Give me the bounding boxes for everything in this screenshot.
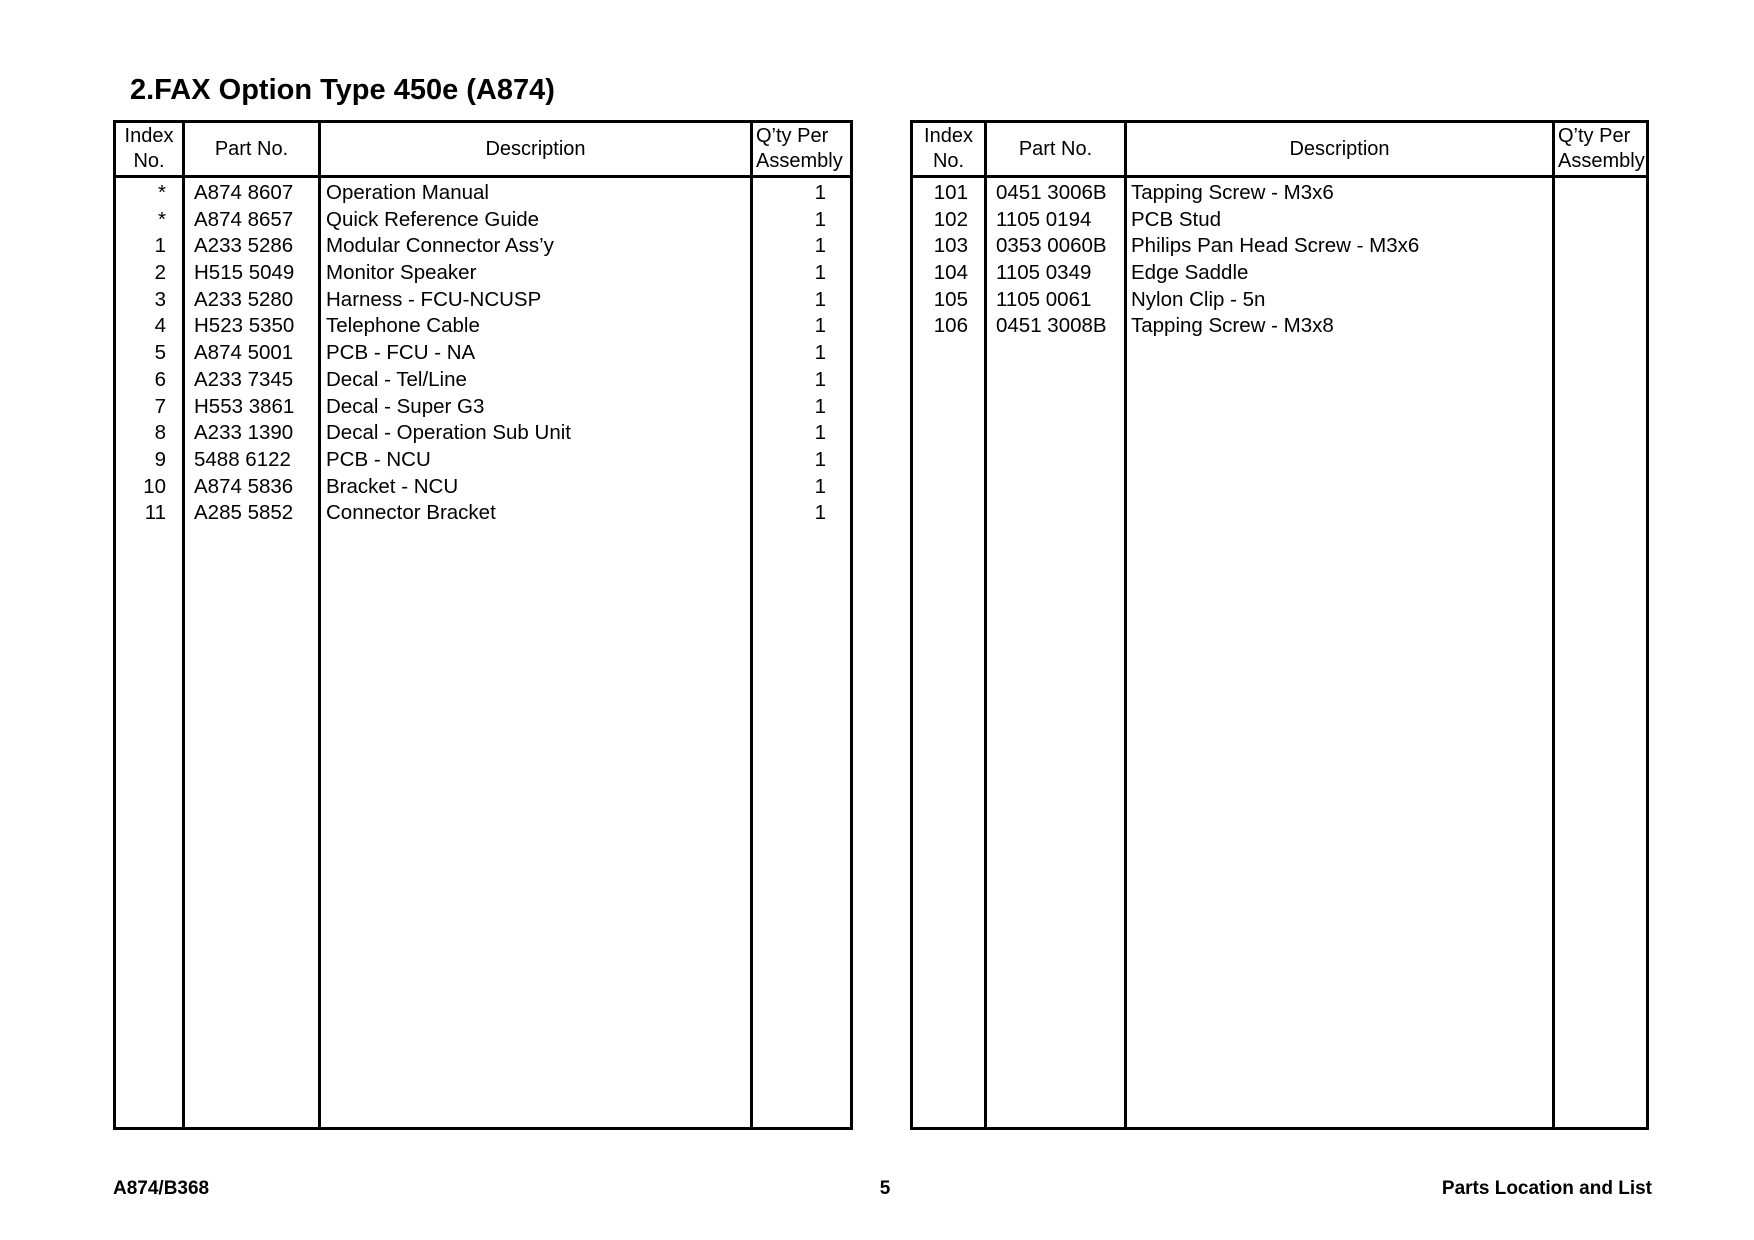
part-no-cell: A874 5001 [194, 341, 294, 365]
rows-left [116, 180, 850, 527]
index-cell: 104 [933, 261, 968, 285]
part-no-cell: 0451 3006B [996, 181, 1107, 204]
table-row [116, 340, 850, 367]
part-no-cell: 1105 0194 [996, 207, 1092, 231]
qty-cell: 1 [814, 287, 826, 311]
table-row [913, 260, 1646, 287]
header-divider [116, 175, 850, 178]
description-cell: Connector Bracket [326, 501, 496, 525]
table-row [116, 287, 850, 314]
qty-cell: 1 [814, 394, 826, 418]
qty-cell: 1 [814, 367, 826, 391]
description-cell: Decal - Tel/Line [326, 367, 467, 391]
index-cell: 106 [933, 314, 968, 338]
part-no-cell: A874 8607 [194, 181, 294, 204]
table-row [913, 233, 1646, 260]
description-cell: Operation Manual [326, 181, 489, 204]
description-cell: Telephone Cable [326, 314, 480, 338]
index-cell: 102 [933, 207, 968, 231]
table-row [116, 500, 850, 527]
part-no-cell: H523 5350 [194, 314, 295, 338]
part-no-cell: A874 8657 [194, 207, 294, 231]
index-cell: 101 [933, 181, 968, 204]
footer-page-number: 5 [879, 1178, 891, 1199]
footer-doc-code: A874/B368 [113, 1178, 210, 1199]
description-cell: Modular Connector Ass’y [326, 234, 554, 258]
index-cell: 103 [933, 234, 968, 258]
description-cell: Quick Reference Guide [326, 207, 540, 231]
description-cell: Decal - Operation Sub Unit [326, 421, 571, 445]
part-no-cell: 0353 0060B [996, 234, 1107, 258]
part-no-cell: 1105 0061 [996, 287, 1092, 311]
part-no-cell: H515 5049 [194, 261, 295, 285]
table-row [116, 180, 850, 207]
qty-cell: 1 [814, 421, 826, 445]
parts-table-left [113, 120, 853, 1130]
part-no-cell: 1105 0349 [996, 261, 1092, 285]
table-row [116, 447, 850, 474]
part-no-cell: 0451 3008B [996, 314, 1107, 338]
header-description: Description [485, 137, 586, 160]
header-index: Index No. [124, 125, 174, 172]
index-cell: 6 [154, 367, 166, 391]
index-cell: 8 [154, 421, 166, 445]
header-part-no: Part No. [1018, 137, 1093, 160]
part-no-cell: H553 3861 [194, 394, 295, 418]
table-row [913, 287, 1646, 314]
header-qty: Q’ty Per Assembly [756, 125, 843, 172]
header-part-no: Part No. [214, 137, 289, 160]
description-cell: Edge Saddle [1131, 261, 1249, 285]
qty-cell: 1 [814, 447, 826, 471]
parts-table-right [910, 120, 1649, 1130]
table-row [116, 233, 850, 260]
table-row [116, 207, 850, 234]
index-cell: 1 [154, 234, 166, 258]
qty-cell: 1 [814, 314, 826, 338]
index-cell: 9 [154, 447, 166, 471]
description-cell: Nylon Clip - 5n [1131, 287, 1266, 311]
qty-cell: 1 [814, 501, 826, 525]
description-cell: Monitor Speaker [326, 261, 477, 285]
table-row [116, 260, 850, 287]
description-cell: Decal - Super G3 [326, 394, 485, 418]
table-row [913, 207, 1646, 234]
index-cell: * [158, 181, 166, 204]
footer-section-title: Parts Location and List [1441, 1178, 1652, 1199]
table-row [116, 313, 850, 340]
table-row [913, 180, 1646, 207]
description-cell: Bracket - NCU [326, 474, 459, 498]
index-cell: 5 [154, 341, 166, 365]
part-no-cell: A233 7345 [194, 367, 294, 391]
part-no-cell: A285 5852 [194, 501, 294, 525]
header-qty: Q’ty Per Assembly [1558, 125, 1645, 172]
description-cell: PCB - FCU - NA [326, 341, 476, 365]
index-cell: 7 [154, 394, 166, 418]
index-cell: * [158, 207, 166, 231]
part-no-cell: A233 5280 [194, 287, 294, 311]
description-cell: Harness - FCU-NCUSP [326, 287, 542, 311]
part-no-cell: A233 1390 [194, 421, 294, 445]
header-description: Description [1289, 137, 1390, 160]
qty-cell: 1 [814, 261, 826, 285]
qty-cell: 1 [814, 181, 826, 204]
index-cell: 10 [143, 474, 166, 498]
part-no-cell: 5488 6122 [194, 447, 291, 471]
rows-right [913, 180, 1646, 340]
table-row [116, 474, 850, 501]
header-divider [913, 175, 1646, 178]
table-row [913, 313, 1646, 340]
description-cell: Philips Pan Head Screw - M3x6 [1131, 234, 1420, 258]
qty-cell: 1 [814, 474, 826, 498]
description-cell: PCB Stud [1131, 207, 1222, 231]
header-index: Index No. [924, 125, 973, 172]
index-cell: 3 [154, 287, 166, 311]
part-no-cell: A874 5836 [194, 474, 294, 498]
table-row [116, 367, 850, 394]
part-no-cell: A233 5286 [194, 234, 294, 258]
description-cell: PCB - NCU [326, 447, 431, 471]
index-cell: 4 [154, 314, 166, 338]
index-cell: 11 [144, 501, 166, 525]
qty-cell: 1 [814, 234, 826, 258]
qty-cell: 1 [814, 341, 826, 365]
description-cell: Tapping Screw - M3x8 [1131, 314, 1334, 338]
table-row [116, 420, 850, 447]
qty-cell: 1 [814, 207, 826, 231]
index-cell: 2 [154, 261, 166, 285]
index-cell: 105 [933, 287, 968, 311]
page-title: 2.FAX Option Type 450e (A874) [130, 74, 555, 106]
table-row [116, 394, 850, 421]
description-cell: Tapping Screw - M3x6 [1131, 181, 1334, 204]
